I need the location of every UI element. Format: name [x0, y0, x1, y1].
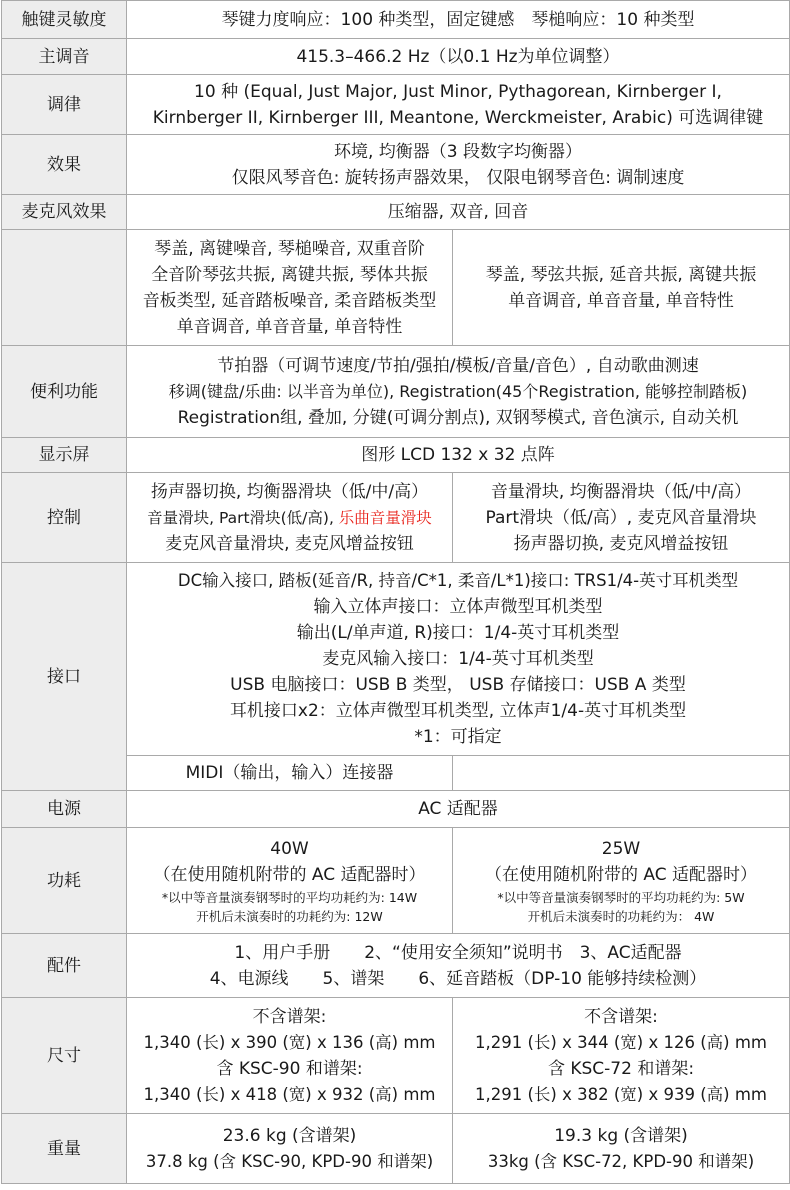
label-consumption: 功耗 — [2, 828, 127, 934]
dimensions-right-line: 1,291 (长) x 344 (宽) x 126 (高) mm — [475, 1032, 767, 1052]
dimensions-left-line: 含 KSC-90 和谱架: — [216, 1058, 363, 1079]
consumption-left-small: *以中等音量演奏钢琴时的平均功耗约为: 14W — [161, 889, 418, 905]
consumption-right-note: （在使用随机附带的 AC 适配器时） — [485, 864, 758, 885]
value-master-tune: 415.3–466.2 Hz（以0.1 Hz为单位调整） — [127, 39, 790, 75]
controls-left — [127, 473, 453, 563]
value-power: AC 适配器 — [127, 791, 790, 828]
label-master-tune: 主调音 — [2, 39, 127, 75]
spec-table — [1, 0, 790, 1184]
row-display — [2, 438, 790, 473]
value-ports-midi: MIDI（输出，输入）连接器 — [127, 756, 453, 791]
row-mic-effects — [2, 195, 790, 230]
dimensions-left-line: 1,340 (长) x 418 (宽) x 932 (高) mm — [143, 1084, 436, 1104]
value-effects — [127, 135, 790, 195]
effects-line: 仅限风琴音色: 旋转扬声器效果， 仅限电钢琴音色: 调制速度 — [231, 167, 685, 188]
ports-line: 耳机接口x2：立体声微型耳机类型, 立体声1/4-英寸耳机类型 — [229, 701, 687, 721]
label-temperament: 调律 — [2, 75, 127, 135]
dimensions-right-line: 1,291 (长) x 382 (宽) x 939 (高) mm — [475, 1084, 767, 1104]
consumption-right-watts: 25W — [601, 838, 641, 859]
label-ports: 接口 — [2, 563, 127, 791]
ports-line: *1：可指定 — [414, 727, 502, 747]
consumption-right-small: *以中等音量演奏钢琴时的平均功耗约为: 5W — [497, 889, 745, 905]
resonance-right-line: 琴盖, 琴弦共振, 延音共振, 离键共振 — [485, 264, 757, 285]
dimensions-right-line: 不含谱架: — [584, 1006, 658, 1027]
dimensions-left-line: 1,340 (长) x 390 (宽) x 136 (高) mm — [143, 1032, 436, 1052]
ports-line: DC输入接口, 踏板(延音/R, 持音/C*1, 柔音/L*1)接口: TRS1/4-英寸耳机类型 — [177, 571, 739, 590]
row-power — [2, 791, 790, 828]
convenience-line: Registration组, 叠加, 分键(可调分割点), 双钢琴模式, 音色演示, 自动关机 — [177, 407, 739, 428]
ports-line: 输入立体声接口：立体声微型耳机类型 — [313, 597, 603, 617]
consumption-right — [453, 828, 790, 934]
controls-right — [453, 473, 790, 563]
consumption-left-note: （在使用随机附带的 AC 适配器时） — [153, 864, 426, 885]
ports-line: 麦克风输入接口：1/4-英寸耳机类型 — [322, 649, 594, 669]
value-convenience — [127, 346, 790, 438]
resonance-left — [127, 230, 453, 346]
row-temperament — [2, 75, 790, 135]
label-dimensions: 尺寸 — [2, 998, 127, 1114]
convenience-line: 移调(键盘/乐曲: 以半音为单位), Registration(45个Registration, 能够控制踏板) — [168, 381, 748, 401]
row-weight — [2, 1114, 790, 1184]
weight-left-line: 37.8 kg (含 KSC-90, KPD-90 和谱架) — [145, 1151, 434, 1171]
label-accessories: 配件 — [2, 934, 127, 998]
row-resonance — [2, 230, 790, 346]
weight-left — [127, 1114, 453, 1184]
controls-left-line: 扬声器切换, 均衡器滑块（低/中/高） — [150, 481, 429, 502]
accessories-line: 4、电源线 5、谱架 6、延音踏板（DP-10 能够持续检测） — [209, 968, 707, 989]
resonance-right — [453, 230, 790, 346]
value-ports-midi-empty — [453, 756, 790, 791]
weight-left-line: 23.6 kg (含谱架) — [222, 1125, 357, 1146]
row-ports — [2, 563, 790, 756]
resonance-left-line: 琴盖, 离键噪音, 琴槌噪音, 双重音阶 — [154, 238, 425, 259]
weight-right-line: 33kg (含 KSC-72, KPD-90 和谱架) — [487, 1151, 755, 1171]
resonance-right-line: 单音调音, 单音音量, 单音特性 — [508, 290, 734, 311]
accessories-line: 1、用户手册 2、“使用安全须知”说明书 3、AC适配器 — [234, 942, 682, 963]
controls-right-line: Part滑块（低/高）, 麦克风音量滑块 — [485, 507, 757, 528]
label-touch: 触键灵敏度 — [2, 1, 127, 39]
dimensions-left — [127, 998, 453, 1114]
row-dimensions — [2, 998, 790, 1114]
song-volume-slider-highlight: 乐曲音量滑块 — [338, 508, 432, 527]
value-touch: 琴键力度响应：100 种类型，固定键感 琴槌响应：10 种类型 — [127, 1, 790, 39]
consumption-left — [127, 828, 453, 934]
label-display: 显示屏 — [2, 438, 127, 473]
row-master-tune — [2, 39, 790, 75]
dimensions-right-line: 含 KSC-72 和谱架: — [547, 1058, 695, 1079]
row-accessories — [2, 934, 790, 998]
label-power: 电源 — [2, 791, 127, 828]
resonance-left-line: 音板类型, 延音踏板噪音, 柔音踏板类型 — [142, 290, 437, 311]
row-consumption — [2, 828, 790, 934]
controls-left-line — [130, 505, 449, 531]
label-weight: 重量 — [2, 1114, 127, 1184]
value-mic-effects: 压缩器, 双音, 回音 — [127, 195, 790, 230]
weight-right — [453, 1114, 790, 1184]
row-controls — [2, 473, 790, 563]
convenience-line: 节拍器（可调节速度/节拍/强拍/模板/音量/音色）, 自动歌曲测速 — [217, 355, 699, 376]
label-mic-effects: 麦克风效果 — [2, 195, 127, 230]
temperament-line: Kirnberger II, Kirnberger III, Meantone, Werckmeister, Arabic) 可选调律键 — [152, 107, 764, 128]
controls-right-line: 音量滑块, 均衡器滑块（低/中/高） — [490, 481, 752, 502]
label-resonance — [2, 230, 127, 346]
row-touch — [2, 1, 790, 39]
weight-right-line: 19.3 kg (含谱架) — [554, 1125, 688, 1146]
effects-line: 环境, 均衡器（3 段数字均衡器） — [333, 141, 583, 162]
consumption-left-watts: 40W — [270, 838, 309, 859]
ports-line: 输出(L/单声道, R)接口：1/4-英寸耳机类型 — [296, 623, 620, 643]
resonance-left-line: 全音阶琴弦共振, 离键共振, 琴体共振 — [151, 264, 428, 285]
value-temperament — [127, 75, 790, 135]
consumption-right-small: 开机后未演奏时的功耗约为： 4W — [527, 908, 715, 924]
value-accessories — [127, 934, 790, 998]
consumption-left-small: 开机后未演奏时的功耗约为: 12W — [196, 908, 383, 924]
row-effects — [2, 135, 790, 195]
row-convenience — [2, 346, 790, 438]
dimensions-left-line: 不含谱架: — [252, 1006, 327, 1027]
ports-line: USB 电脑接口：USB B 类型， USB 存储接口：USB A 类型 — [230, 675, 686, 695]
dimensions-right — [453, 998, 790, 1114]
label-convenience: 便利功能 — [2, 346, 127, 438]
temperament-line: 10 种 (Equal, Just Major, Just Minor, Pythagorean, Kirnberger I, — [194, 81, 722, 102]
controls-left-line: 麦克风音量滑块, 麦克风增益按钮 — [165, 533, 414, 554]
value-ports — [127, 563, 790, 756]
resonance-left-line: 单音调音, 单音音量, 单音特性 — [176, 316, 403, 337]
label-controls: 控制 — [2, 473, 127, 563]
label-effects: 效果 — [2, 135, 127, 195]
controls-left-plain: 音量滑块, Part滑块(低/高), — [147, 508, 339, 527]
value-display: 图形 LCD 132 x 32 点阵 — [127, 438, 790, 473]
controls-right-line: 扬声器切换, 麦克风增益按钮 — [513, 533, 729, 554]
